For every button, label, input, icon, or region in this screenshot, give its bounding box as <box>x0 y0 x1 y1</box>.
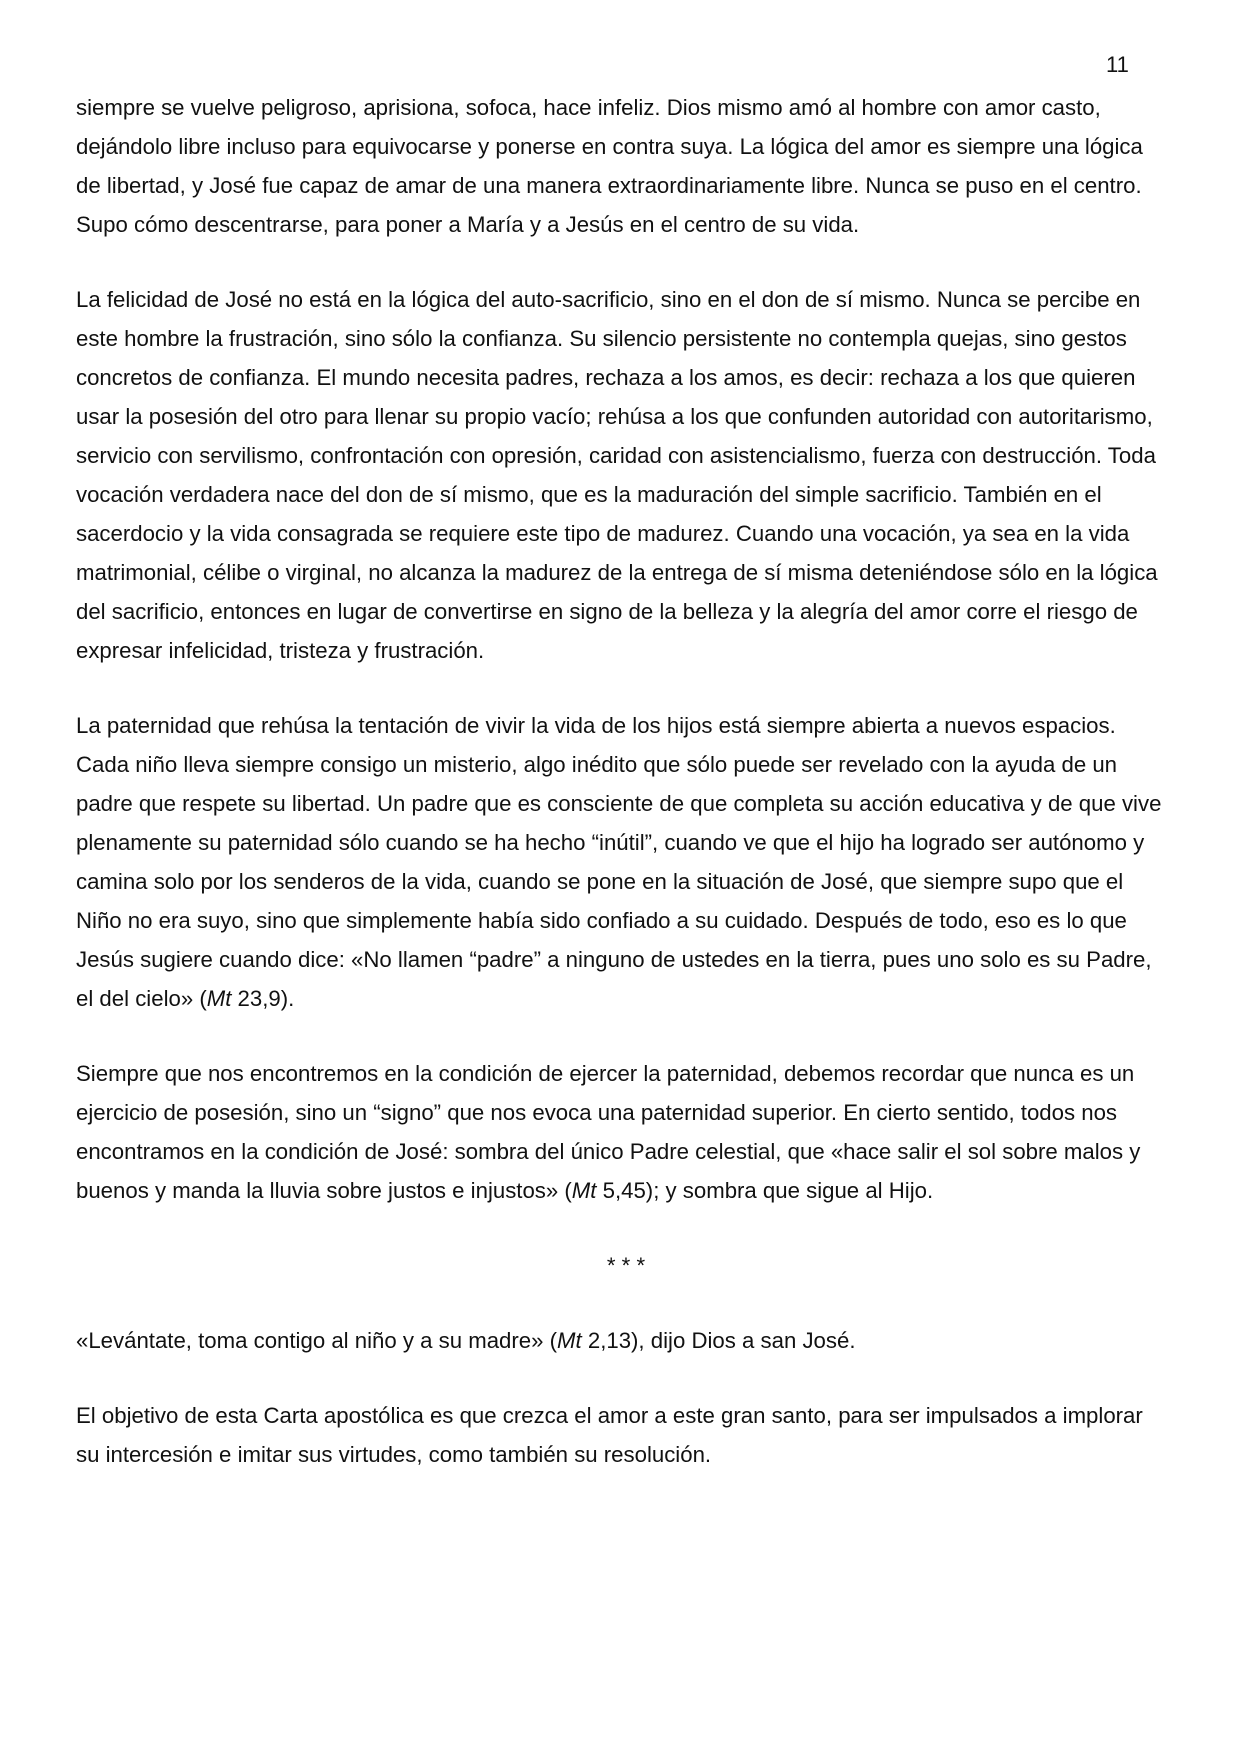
paragraph-text: La paternidad que rehúsa la tentación de vivir la vida de los hijos está siempre abierta a nuevos espacios. Cada niño lleva siempre consigo un misterio, algo inédito que sólo puede ser revelado con la ayuda de un padre que respete su libertad. Un padre que es consciente de que completa su acción educativa y de que vive plenamente su paternidad sólo cuando se ha hecho “inútil”, cuando ve que el hijo ha logrado ser autónomo y camina solo por los senderos de la vida, cuando se pone en la situación de José, que siempre supo que el Niño no era suyo, sino que simplemente había sido confiado a su cuidado. Después de todo, eso es lo que Jesús sugiere cuando dice: «No llamen “padre” a ninguno de ustedes en la tierra, pues uno solo es su Padre, el del cielo» ( <box>76 713 1162 1011</box>
paragraph-text: 5,45); y sombra que sigue al Hijo. <box>596 1178 934 1203</box>
paragraph-text: Siempre que nos encontremos en la condición de ejercer la paternidad, debemos recordar que nunca es un ejercicio de posesión, sino un “signo” que nos evoca una paternidad superior. En cierto sentido, todos nos encontramos en la condición de José: sombra del único Padre celestial, que «hace salir el sol sobre malos y buenos y manda la lluvia sobre justos e injustos» ( <box>76 1061 1141 1203</box>
paragraph-paternity-openness <box>76 706 1166 1018</box>
page-number: 11 <box>1106 52 1129 77</box>
paragraph-text: 2,13), dijo Dios a san José. <box>581 1328 856 1353</box>
paragraph-text: siempre se vuelve peligroso, aprisiona, sofoca, hace infeliz. Dios mismo amó al hombre con amor casto, dejándolo libre incluso para equivocarse y ponerse en contra suya. La lógica del amor es siempre una lógica de libertad, y José fue capaz de amar de una manera extraordinariamente libre. Nunca se puso en el centro. Supo cómo descentrarse, para poner a María y a Jesús en el centro de su vida. <box>76 95 1143 237</box>
paragraph-quote-matthew <box>76 1321 1166 1360</box>
citation-book: Mt <box>571 1178 597 1203</box>
document-body <box>76 88 1166 1474</box>
paragraph-text: La felicidad de José no está en la lógica del auto-sacrificio, sino en el don de sí mismo. Nunca se percibe en este hombre la frustración, sino sólo la confianza. Su silencio persistente no contempla quejas, sino gestos concretos de confianza. El mundo necesita padres, rechaza a los amos, es decir: rechaza a los que quieren usar la posesión del otro para llenar su propio vacío; rehúsa a los que confunden autoridad con autoritarismo, servicio con servilismo, confrontación con opresión, caridad con asistencialismo, fuerza con destrucción. Toda vocación verdadera nace del don de sí mismo, que es la maduración del simple sacrificio. También en el sacerdocio y la vida consagrada se requiere este tipo de madurez. Cuando una vocación, ya sea en la vida matrimonial, célibe o virginal, no alcanza la madurez de la entrega de sí misma deteniéndose sólo en la lógica del sacrificio, entonces en lugar de convertirse en signo de la belleza y la alegría del amor corre el riesgo de expresar infelicidad, tristeza y frustración. <box>76 287 1158 663</box>
paragraph-text: 23,9). <box>231 986 295 1011</box>
paragraph-love-freedom <box>76 88 1166 244</box>
paragraph-shadow-of-father <box>76 1054 1166 1210</box>
citation-book: Mt <box>557 1328 582 1353</box>
paragraph-text: «Levántate, toma contigo al niño y a su madre» ( <box>76 1328 558 1353</box>
section-separator: * * * <box>606 1253 646 1278</box>
paragraph-text: El objetivo de esta Carta apostólica es que crezca el amor a este gran santo, para ser impulsados a implorar su intercesión e imitar sus virtudes, como también su resolución. <box>76 1403 1143 1467</box>
paragraph-letter-objective <box>76 1396 1166 1474</box>
citation-book: Mt <box>206 986 232 1011</box>
paragraph-gift-of-self <box>76 280 1166 670</box>
